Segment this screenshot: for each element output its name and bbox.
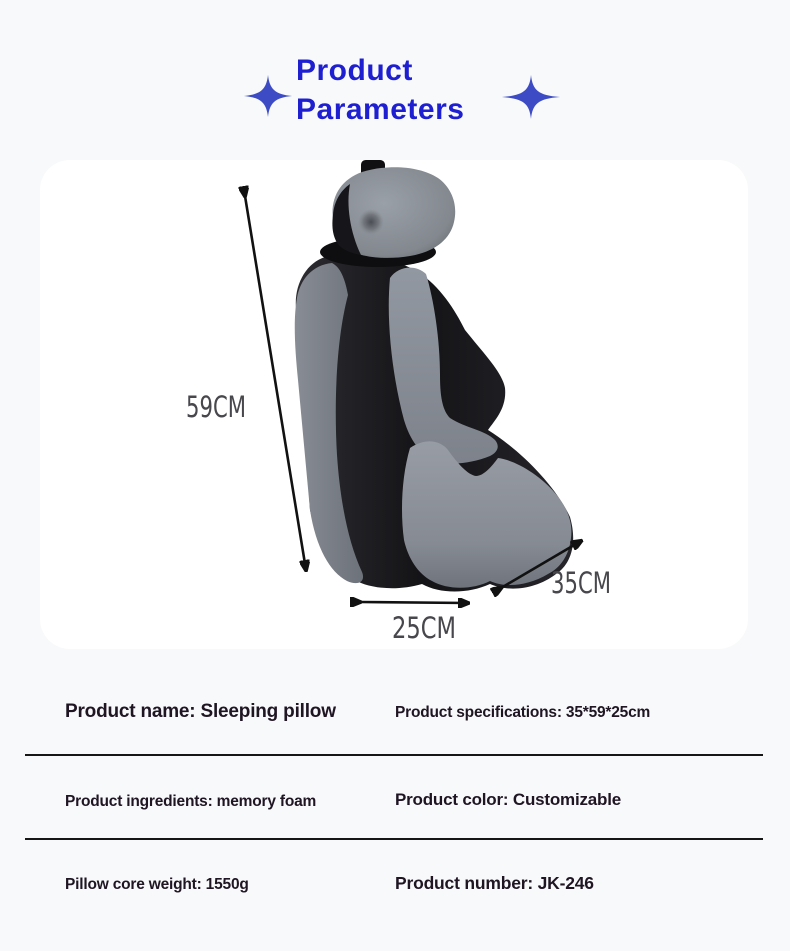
headrest-dimple: [358, 209, 384, 235]
spec-specifications: Product specifications: 35*59*25cm: [395, 704, 651, 721]
height-dimension-label: 59CM: [186, 390, 246, 424]
width-dimension-label: 25CM: [392, 611, 456, 645]
page-title-line2: Parameters: [296, 93, 465, 126]
height-arrow: [245, 196, 306, 570]
row-divider: [25, 754, 763, 756]
spec-core-weight: Pillow core weight: 1550g: [65, 876, 249, 893]
pillow-headrest: [320, 160, 455, 267]
page-title-line1: Product: [296, 54, 413, 87]
spec-product-number: Product number: JK-246: [395, 873, 594, 893]
spec-color: Product color: Customizable: [395, 790, 622, 809]
spec-ingredients: Product ingredients: memory foam: [65, 793, 317, 810]
spec-product-name: Product name: Sleeping pillow: [65, 701, 336, 722]
product-figure-card: [40, 160, 748, 649]
sparkle-icon: [501, 74, 561, 125]
pillow-illustration: [40, 160, 748, 649]
pillow-body: [295, 255, 573, 591]
page-title: [296, 51, 464, 129]
depth-dimension-label: 35CM: [551, 566, 611, 600]
row-divider: [25, 838, 763, 840]
sparkle-icon: [242, 74, 294, 123]
width-arrow: [360, 602, 468, 603]
